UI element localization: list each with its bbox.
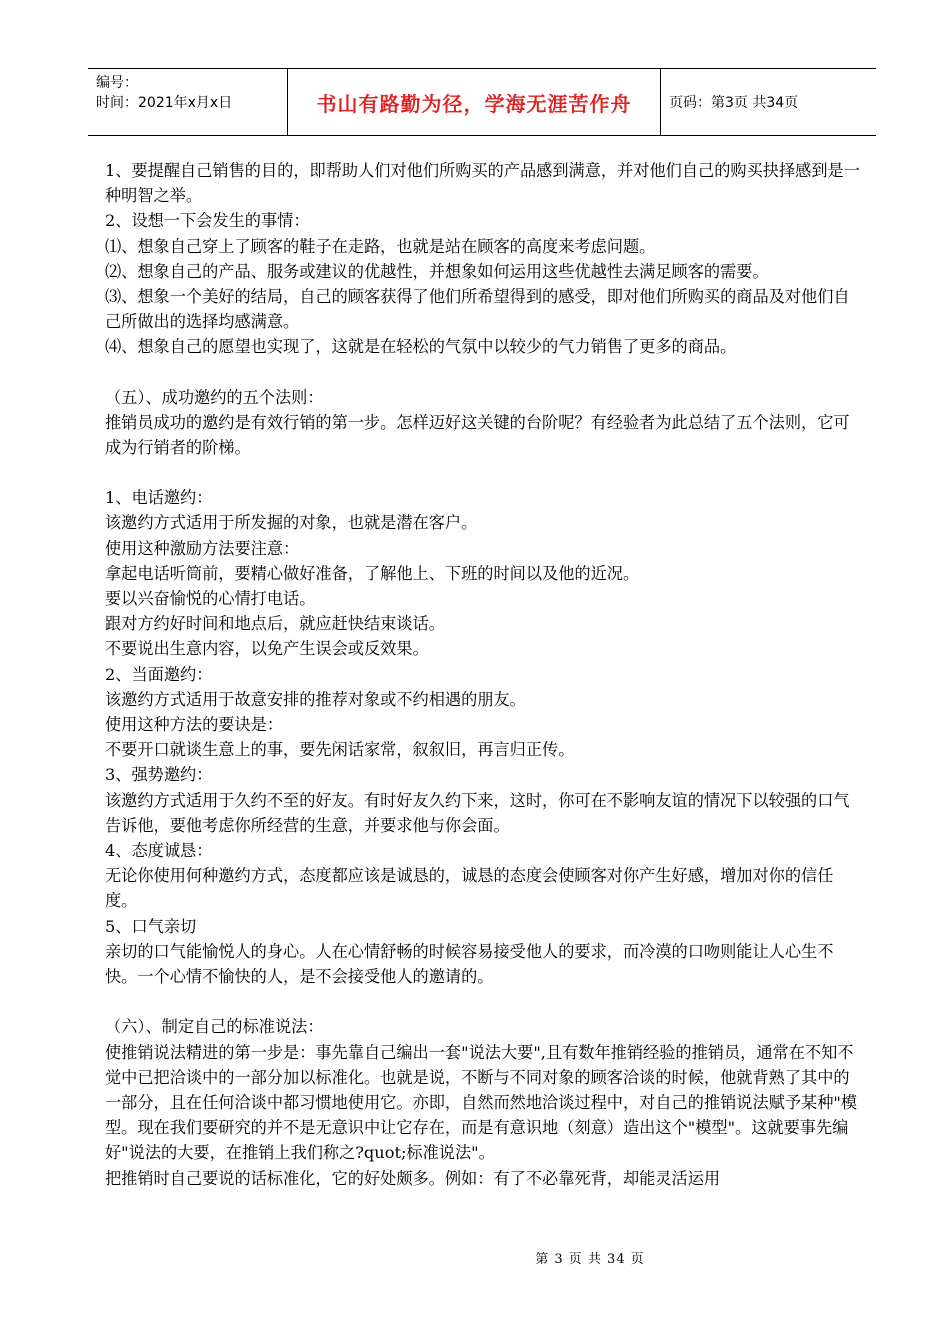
- paragraph-gap: [105, 989, 865, 1014]
- paragraph: 2、设想一下会发生的事情：: [105, 211, 310, 231]
- paragraph: 亲切的口气能愉悦人的身心。人在心情舒畅的时候容易接受他人的要求，而冷漠的口吻则能让人心生不快。一个心情不愉快的人，是不会接受他人的邀请的。: [105, 941, 834, 987]
- paragraph: 无论你使用何种邀约方式，态度都应该是诚恳的，诚恳的态度会使顾客对你产生好感，增加对你的信任度。: [105, 866, 834, 911]
- paragraph: ⑴、想象自己穿上了顾客的鞋子在走路，也就是站在顾客的高度来考虑问题。: [105, 236, 656, 256]
- header-page-indicator: 页码：第3页 共34页: [669, 95, 799, 111]
- paragraph: 使推销说法精进的第一步是：事先靠自己编出一套"说法大要",且有数年推销经验的推销员，通常在不知不觉中已把洽谈中的一部分加以标准化。也就是说，不断与不同对象的顾客洽谈的时候，他就背熟了其中的一部分，且在任何洽谈中都习惯地使用它。亦即，自然而然地洽谈过程中，对自己的推销说法赋予某种"模型。现在我们要研究的并不是无意识中让它存在，而是有意识地（刻意）造出这个"模型"。这就要事先编好"说法的大要，在推销上我们称之?quot;标准说法"。: [105, 1042, 858, 1163]
- paragraph: 5、口气亲切: [105, 916, 197, 936]
- document-number-label: 编号：: [96, 75, 138, 91]
- paragraph: 1、要提醒自己销售的目的，即帮助人们对他们所购买的产品感到满意，并对他们自己的购买抉择感到是一种明智之举。: [105, 161, 860, 206]
- paragraph: （五）、成功邀约的五个法则：: [105, 387, 324, 407]
- paragraph: 3、强势邀约：: [105, 765, 213, 785]
- paragraph: 不要开口就谈生意上的事，要先闲话家常，叙叙旧，再言归正传。: [105, 740, 575, 760]
- paragraph: ⑵、想象自己的产品、服务或建议的优越性，并想象如何运用这些优越性去满足顾客的需要。: [105, 261, 769, 281]
- document-time-label: 时间：2021年x月x日: [96, 95, 233, 111]
- page-header: [88, 68, 876, 136]
- paragraph: ⑶、想象一个美好的结局，自己的顾客获得了他们所希望得到的感受，即对他们所购买的商品及对他们自己所做出的选择均感满意。: [105, 287, 850, 332]
- paragraph: 推销员成功的邀约是有效行销的第一步。怎样迈好这关键的台阶呢？有经验者为此总结了五个法则，它可成为行销者的阶梯。: [105, 412, 850, 458]
- paragraph: 2、当面邀约：: [105, 664, 213, 684]
- document-body: [105, 158, 865, 1191]
- paragraph: 拿起电话听筒前，要精心做好准备，了解他上、下班的时间以及他的近况。: [105, 563, 640, 583]
- page-footer: 第 3 页 共 34 页: [535, 1252, 645, 1267]
- paragraph: 该邀约方式适用于故意安排的推荐对象或不约相遇的朋友。: [105, 689, 526, 709]
- paragraph: 使用这种激励方法要注意：: [105, 538, 300, 558]
- paragraph: ⑷、想象自己的愿望也实现了，这就是在轻松的气氛中以较少的气力销售了更多的商品。: [105, 337, 737, 357]
- paragraph: 不要说出生意内容，以免产生误会或反效果。: [105, 639, 429, 659]
- paragraph: 该邀约方式适用于久约不至的好友。有时好友久约下来，这时，你可在不影响友谊的情况下以较强的口气告诉他，要他考虑你所经营的生意，并要求他与你会面。: [105, 790, 850, 835]
- paragraph: 要以兴奋愉悦的心情打电话。: [105, 589, 316, 609]
- paragraph: （六）、制定自己的标准说法：: [105, 1017, 324, 1037]
- paragraph: 跟对方约好时间和地点后，就应赶快结束谈话。: [105, 614, 445, 634]
- paragraph: 1、电话邀约：: [105, 488, 213, 508]
- header-meta: [88, 69, 288, 135]
- paragraph-gap: [105, 460, 865, 485]
- paragraph: 该邀约方式适用于所发掘的对象，也就是潜在客户。: [105, 513, 478, 533]
- paragraph: 把推销时自己要说的话标准化，它的好处颇多。例如：有了不必靠死背，却能灵活运用: [105, 1168, 721, 1188]
- paragraph: 4、态度诚恳：: [105, 841, 213, 861]
- header-motto: 书山有路勤为径，学海无涯苦作舟: [288, 69, 661, 135]
- paragraph-gap: [105, 360, 865, 385]
- paragraph: 使用这种方法的要诀是：: [105, 715, 284, 735]
